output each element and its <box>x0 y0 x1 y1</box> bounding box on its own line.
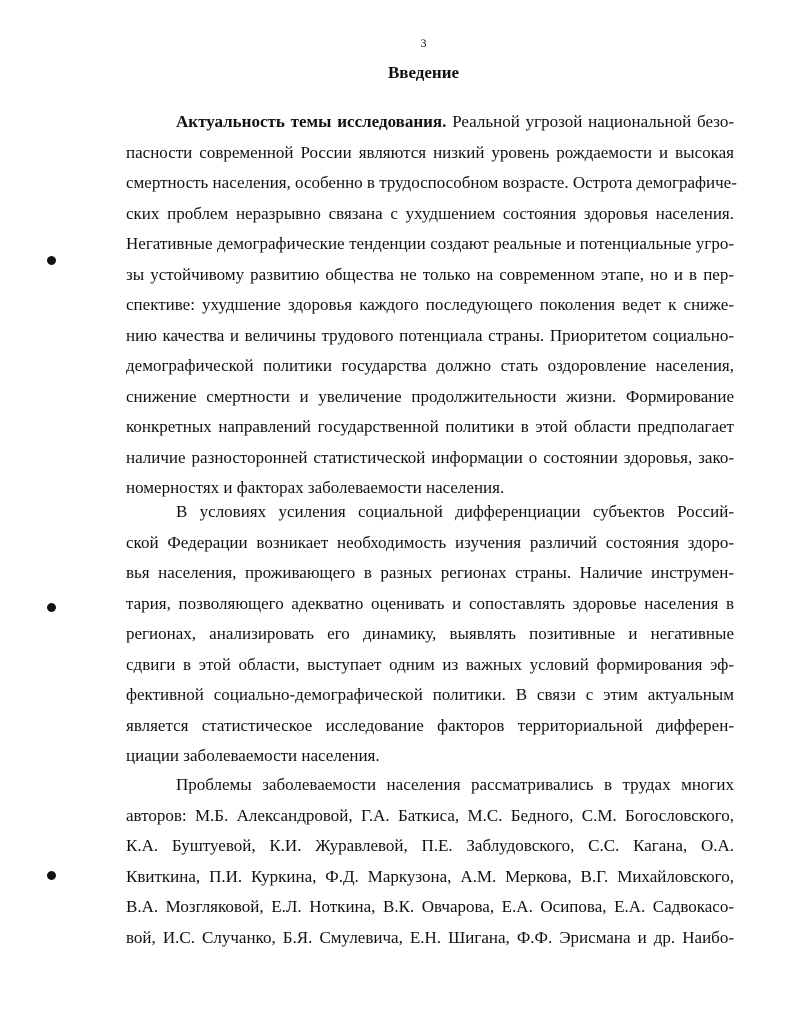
text-line: номерностях и факторах заболеваемости населения. <box>126 478 505 497</box>
text-line: Квиткина, П.И. Куркина, Ф.Д. Маркузона, А.М. Меркова, В.Г. Михайловского, <box>126 866 734 886</box>
text-line: вья населения, проживающего в разных регионах страны. Наличие инструмен- <box>126 563 734 582</box>
binding-hole-marker <box>47 603 56 612</box>
text-line: смертность населения, особенно в трудоспособном возрасте. Острота демографиче- <box>126 173 737 192</box>
binding-hole-marker <box>47 871 56 880</box>
text-line: вой, И.С. Случанко, Б.Я. Смулевича, Е.Н. Шигана, Ф.Ф. Эрисмана и др. Наибо- <box>126 927 734 947</box>
text-line: Проблемы заболеваемости населения рассматривались в трудах многих <box>176 775 734 794</box>
text-line: фективной социально-демографической политики. В связи с этим актуальным <box>126 685 734 704</box>
text-line: В условиях усиления социальной дифференциации субъектов Россий- <box>176 502 734 521</box>
text-line: В.А. Мозгляковой, Е.Л. Ноткина, В.К. Овчарова, Е.А. Осипова, Е.А. Садвокасо- <box>126 897 734 916</box>
paragraph-relevance <box>126 107 737 504</box>
text-line: ских проблем неразрывно связана с ухудшением состояния здоровья населения. <box>126 203 734 223</box>
text-line: сдвиги в этой области, выступает одним из важных условий формирования эф- <box>126 654 734 674</box>
text-line: пасности современной России являются низкий уровень рождаемости и высокая <box>126 142 734 162</box>
text-line: авторов: М.Б. Александровой, Г.А. Баткиса, М.С. Бедного, С.М. Богословского, <box>126 805 734 825</box>
text-line: ской Федерации возникает необходимость изучения различий состояния здоро- <box>126 532 734 552</box>
text-line: зы устойчивому развитию общества не только на современном этапе, но и в пер- <box>126 264 734 284</box>
binding-hole-marker <box>47 256 56 265</box>
text-line: спективе: ухудшение здоровья каждого последующего поколения ведет к сниже- <box>126 295 734 314</box>
page-number: 3 <box>420 36 427 50</box>
text-line: нию качества и величины трудового потенциала страны. Приоритетом социально- <box>126 325 734 345</box>
lead-heading: Актуальность темы исследования. <box>176 112 447 131</box>
text-line: тария, позволяющего адекватно оценивать и сопоставлять здоровье населения в <box>126 593 734 613</box>
text-line: конкретных направлений государственной политики в этой области предполагает <box>126 417 734 436</box>
text-line: Негативные демографические тенденции создают реальные и потенциальные угро- <box>126 234 734 253</box>
paragraph-regional-differences <box>126 497 734 772</box>
text-line: К.А. Буштуевой, К.И. Журавлевой, П.Е. Заблудовского, С.С. Кагана, О.А. <box>126 836 734 855</box>
text-line: является статистическое исследование факторов территориальной дифферен- <box>126 715 734 735</box>
paragraph-literature <box>126 770 734 953</box>
text-line: снижение смертности и увеличение продолжительности жизни. Формирование <box>126 386 734 406</box>
text-line: наличие разносторонней статистической информации о состоянии здоровья, зако- <box>126 447 734 467</box>
text-line: циации заболеваемости населения. <box>126 746 380 765</box>
section-title: Введение <box>387 63 460 82</box>
text-line: Актуальность темы исследования. Реальной угрозой национальной безо- <box>176 112 734 131</box>
text-line: регионах, анализировать его динамику, выявлять позитивные и негативные <box>126 624 734 643</box>
text-line: демографической политики государства должно стать оздоровление населения, <box>126 356 734 375</box>
